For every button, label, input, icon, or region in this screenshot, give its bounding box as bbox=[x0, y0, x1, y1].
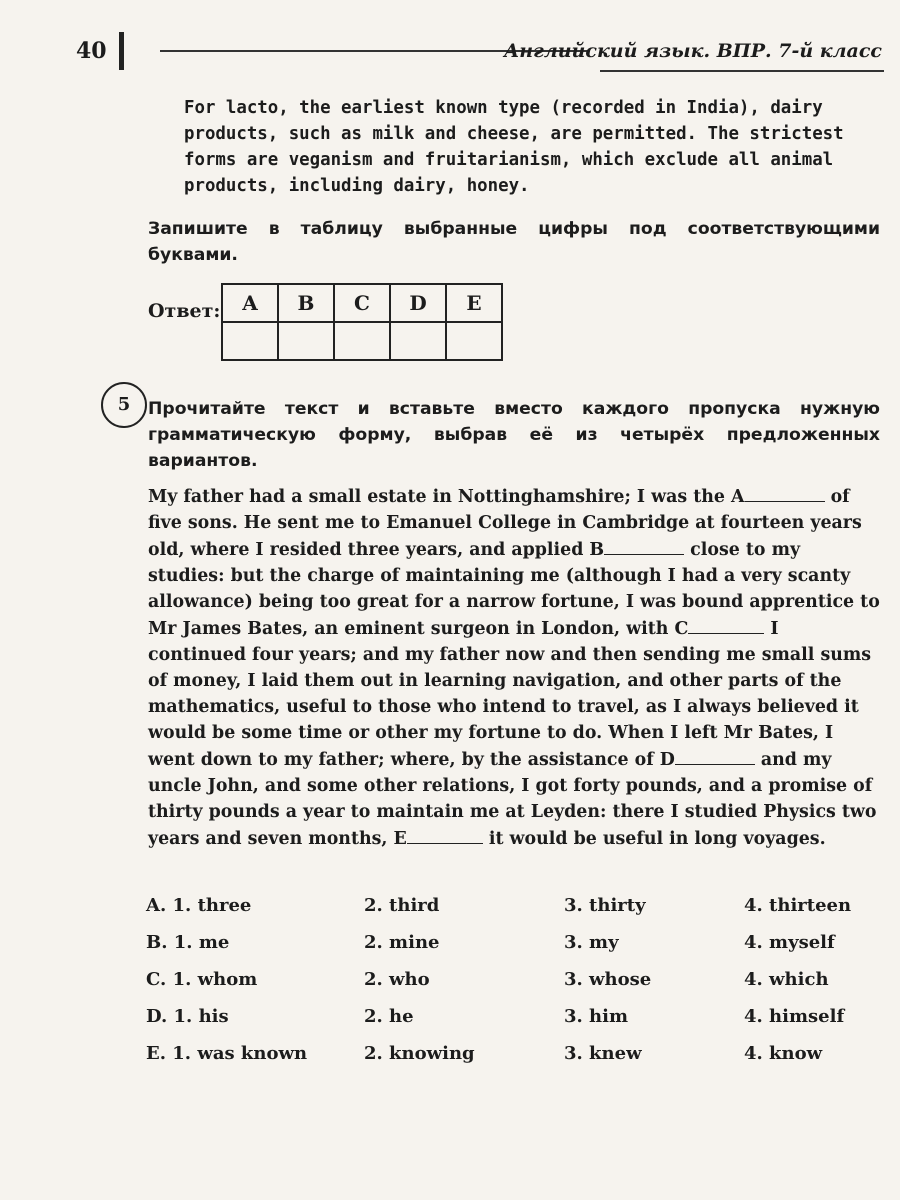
header-title: Английский язык. ВПР. 7-й класс bbox=[503, 40, 882, 62]
answer-label: Ответ: bbox=[148, 300, 221, 322]
gap-d-blank[interactable] bbox=[675, 746, 755, 765]
gap-letter-e: E bbox=[393, 829, 407, 849]
option-letter: C. bbox=[146, 969, 167, 990]
task-number-badge: 5 bbox=[101, 382, 147, 428]
option-c-choice-2[interactable]: 2. who bbox=[364, 969, 430, 990]
option-e-choice-3[interactable]: 3. knew bbox=[564, 1043, 642, 1064]
answer-col-c: C bbox=[334, 284, 390, 322]
option-row-d bbox=[146, 1006, 886, 1043]
option-letter: B. bbox=[146, 932, 168, 953]
answer-cell-d[interactable] bbox=[390, 322, 446, 360]
story-text: of five sons. He sent me to Emanuel College in Cambridge at fourteen years old, where I resided three years, and applied bbox=[148, 487, 862, 560]
option-a-choice-2[interactable]: 2. third bbox=[364, 895, 440, 916]
option-e-choice-1[interactable] bbox=[146, 1043, 307, 1064]
answer-cell-c[interactable] bbox=[334, 322, 390, 360]
gap-letter-a: A bbox=[731, 487, 745, 507]
option-b-choice-1[interactable] bbox=[146, 932, 229, 953]
option-text: 1. his bbox=[173, 1006, 229, 1027]
answer-cell-b[interactable] bbox=[278, 322, 334, 360]
option-text: 1. three bbox=[172, 895, 252, 916]
page-number: 40 bbox=[76, 38, 107, 64]
option-letter: D. bbox=[146, 1006, 168, 1027]
option-c-choice-4[interactable]: 4. which bbox=[744, 969, 829, 990]
option-text: 1. me bbox=[173, 932, 230, 953]
story-text: and my uncle John, and some other relations, I got forty pounds, and a promise of thirty pounds a year to maintain me at Leyden: there I studied Physics two years and seven months, bbox=[148, 750, 877, 849]
option-b-choice-4[interactable]: 4. myself bbox=[744, 932, 835, 953]
answer-col-b: B bbox=[278, 284, 334, 322]
gap-e-blank[interactable] bbox=[407, 825, 483, 844]
answer-cell-a[interactable] bbox=[222, 322, 278, 360]
option-a-choice-1[interactable] bbox=[146, 895, 251, 916]
option-a-choice-4[interactable]: 4. thirteen bbox=[744, 895, 852, 916]
option-c-choice-1[interactable] bbox=[146, 969, 257, 990]
task5-instruction: Прочитайте текст и вставьте вместо каждого пропуска нужную грамматическую форму, выбрав её из четырёх предложенных вариантов. bbox=[148, 399, 880, 471]
option-row-b bbox=[146, 932, 886, 969]
option-row-e bbox=[146, 1043, 886, 1080]
task5-story bbox=[148, 483, 880, 852]
options-list bbox=[146, 895, 886, 1080]
answer-col-a: A bbox=[222, 284, 278, 322]
option-text: 1. was known bbox=[172, 1043, 308, 1064]
gap-b-blank[interactable] bbox=[604, 536, 684, 555]
option-d-choice-3[interactable]: 3. him bbox=[564, 1006, 629, 1027]
previous-task-text: For lacto, the earliest known type (recorded in India), dairy products, such as milk and cheese, are permitted. The strictest forms are veganism and fruitarianism, which exclude all animal products, including dairy, honey. bbox=[184, 98, 844, 196]
gap-a-blank[interactable] bbox=[745, 483, 825, 502]
gap-letter-d: D bbox=[659, 750, 675, 770]
option-row-a bbox=[146, 895, 886, 932]
story-text: close to my studies: but the charge of maintaining me (although I had a very scanty allowance) being too great for a narrow fortune, I was bound apprentice to Mr James Bates, an eminent surgeon in London, with bbox=[148, 540, 880, 639]
option-d-choice-2[interactable]: 2. he bbox=[364, 1006, 414, 1027]
answer-cell-e[interactable] bbox=[446, 322, 502, 360]
story-text: it would be useful in long voyages. bbox=[482, 829, 826, 849]
answer-col-d: D bbox=[390, 284, 446, 322]
answer-header-row bbox=[222, 284, 502, 322]
page-header bbox=[0, 0, 900, 80]
option-e-choice-4[interactable]: 4. know bbox=[744, 1043, 823, 1064]
story-text: I continued four years; and my father now and then sending me small sums of money, I laid them out in learning navigation, and other parts of the mathematics, useful to those who intend to travel, as I always believed it would be some time or other my fortune to do. When I left Mr Bates, I went down to my father; where, by the assistance of bbox=[148, 619, 872, 770]
answer-col-e: E bbox=[446, 284, 502, 322]
gap-c-blank[interactable] bbox=[688, 615, 764, 634]
option-b-choice-2[interactable]: 2. mine bbox=[364, 932, 440, 953]
option-e-choice-2[interactable]: 2. knowing bbox=[364, 1043, 475, 1064]
option-d-choice-1[interactable] bbox=[146, 1006, 229, 1027]
option-d-choice-4[interactable]: 4. himself bbox=[744, 1006, 845, 1027]
option-b-choice-3[interactable]: 3. my bbox=[564, 932, 619, 953]
gap-letter-b: B bbox=[589, 540, 605, 560]
header-underline bbox=[600, 70, 884, 72]
option-c-choice-3[interactable]: 3. whose bbox=[564, 969, 652, 990]
table-instruction: Запишите в таблицу выбранные цифры под соответствующими буквами. bbox=[148, 219, 880, 265]
option-letter: E. bbox=[146, 1043, 166, 1064]
gap-letter-c: C bbox=[674, 619, 689, 639]
option-a-choice-3[interactable]: 3. thirty bbox=[564, 895, 646, 916]
option-letter: A. bbox=[146, 895, 167, 916]
answer-table bbox=[221, 283, 503, 361]
header-vertical-bar bbox=[119, 32, 124, 70]
option-text: 1. whom bbox=[172, 969, 258, 990]
story-text: My father had a small estate in Nottinghamshire; I was the bbox=[148, 487, 732, 507]
answer-input-row bbox=[222, 322, 502, 360]
option-row-c bbox=[146, 969, 886, 1006]
